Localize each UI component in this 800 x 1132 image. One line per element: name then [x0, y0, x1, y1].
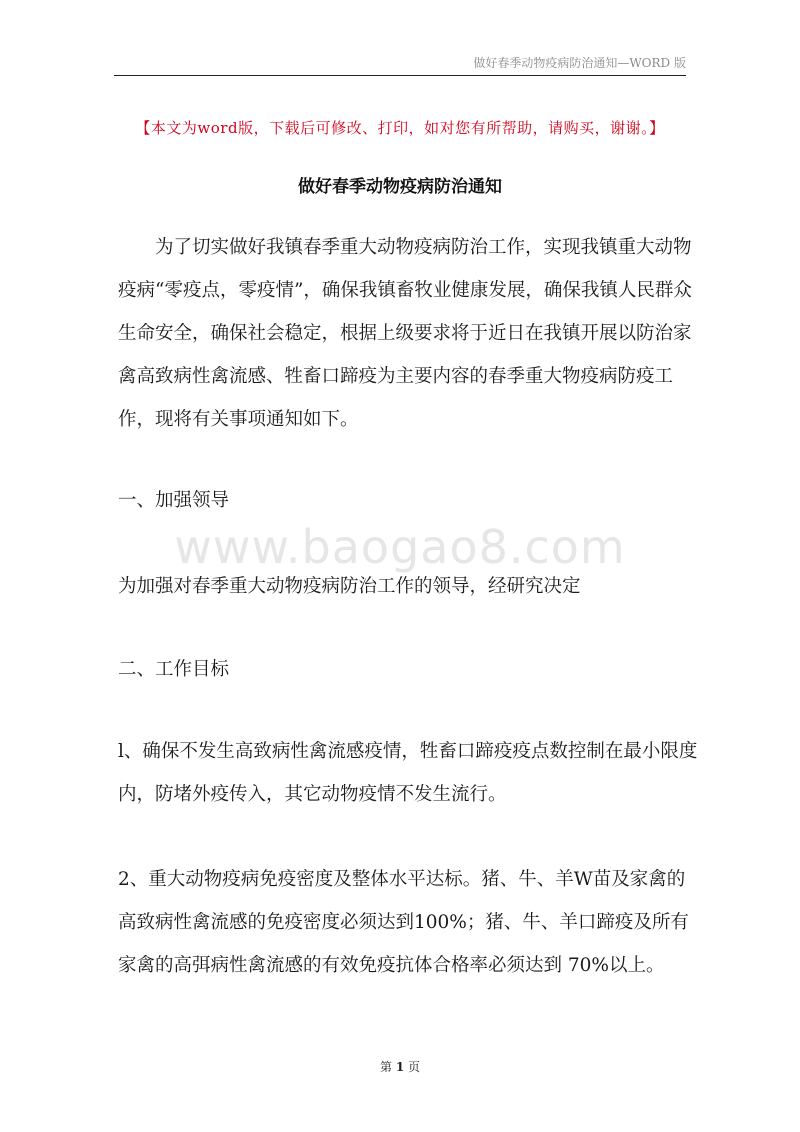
- document-title: 做好春季动物疫病防治通知: [298, 177, 502, 197]
- section-1-heading: 一、加强领导: [118, 490, 230, 511]
- goal-item-2: 2、重大动物疫病免疫密度及整体水平达标。猪、牛、羊W苗及家禽的高致病性禽流感的免疫密度必须达到100%；猪、牛、羊口蹄疫及所有家禽的高弭病性禽流感的有效免疫抗体合格率必须达到 70%以上。: [118, 869, 689, 976]
- section-2-heading: 二、工作目标: [118, 659, 230, 680]
- watermark: www.baogao8.com: [174, 520, 626, 574]
- intro-paragraph: 为了切实做好我镇春季重大动物疫病防治工作，实现我镇重大动物疫病“零疫点，零疫情”，确保我镇畜牧业健康发展，确保我镇人民群众生命安全，确保社会稳定，根据上级要求将于近日在我镇开展以防治家禽高致病性禽流感、牲畜口蹄疫为主要内容的春季重大物疫病防疫工作，现将有关事项通知如下。: [118, 237, 692, 430]
- purchase-notice: 【本文为word版，下载后可修改、打印，如对您有所帮助，请购买，谢谢。】: [135, 119, 665, 137]
- page-number: 1: [395, 1060, 405, 1074]
- section-1-body: 为加强对春季重大动物疫病防治工作的领导，经研究决定: [118, 576, 581, 597]
- header-divider: [114, 75, 686, 76]
- page-footer: [0, 1058, 800, 1075]
- running-header: 做好春季动物疫病防治通知—WORD 版: [473, 56, 686, 70]
- goal-item-1: l、确保不发生高致病性禽流感疫情，牲畜口蹄疫疫点数控制在最小限度内，防堵外疫传入，其它动物疫情不发生流行。: [118, 741, 698, 805]
- footer-prefix: 第: [379, 1060, 392, 1074]
- footer-suffix: 页: [408, 1060, 421, 1074]
